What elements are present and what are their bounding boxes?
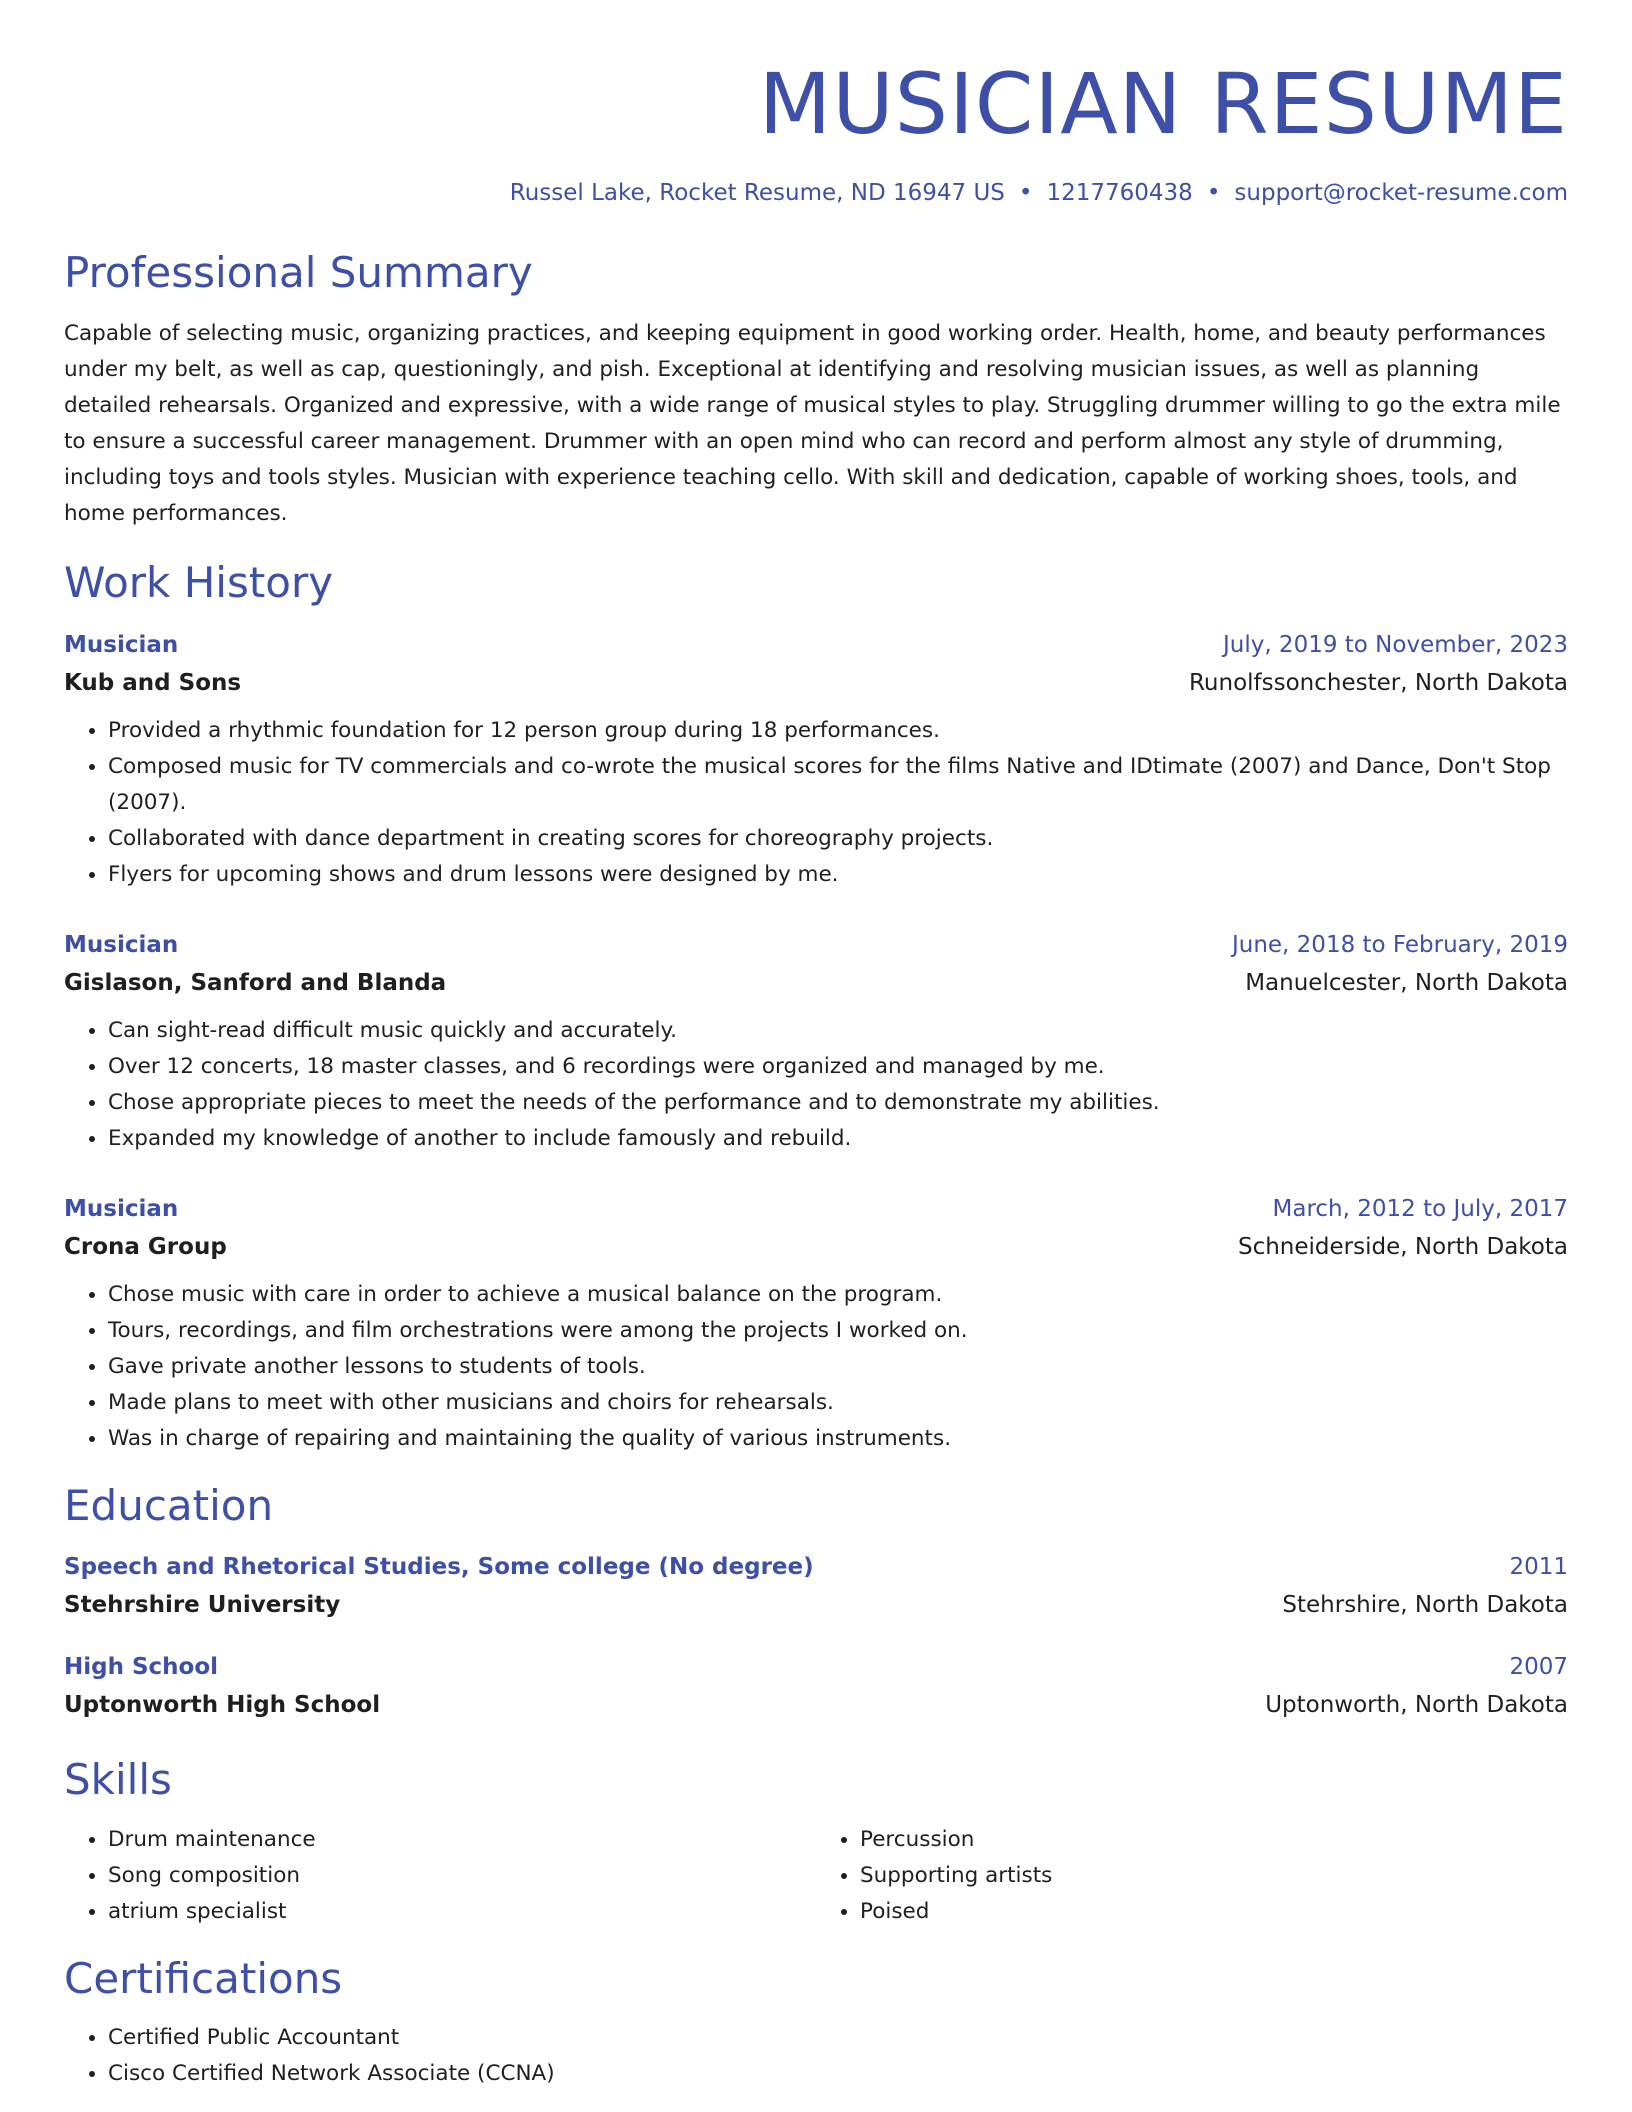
education-entry (64, 1651, 1568, 1721)
list-item: • Provided a rhythmic foundation for 12 person group during 18 performances. (108, 713, 1568, 749)
job-location: Manuelcester, North Dakota (1245, 969, 1568, 996)
skills-heading: Skills (64, 1755, 172, 1805)
list-item: • Gave private another lessons to students of tools. (108, 1349, 1568, 1385)
contact-email: support@rocket-resume.com (1234, 180, 1568, 206)
job-location: Runolfssonchester, North Dakota (1188, 669, 1568, 696)
job-entry (64, 629, 1568, 893)
list-item: • Collaborated with dance department in creating scores for choreography projects. (108, 821, 1568, 857)
job-company: Gislason, Sanford and Blanda (64, 969, 447, 996)
education-degree: Speech and Rhetorical Studies, Some college (No degree) (64, 1554, 814, 1581)
skill-item: • Supporting artists (860, 1858, 1568, 1894)
education-school: Uptonworth High School (64, 1692, 381, 1719)
job-entry (64, 1193, 1568, 1457)
education-school: Stehrshire University (64, 1592, 341, 1619)
list-item: • Expanded my knowledge of another to include famously and rebuild. (108, 1121, 1568, 1157)
certification-item: • Certified Public Accountant (108, 2020, 1568, 2056)
contact-line (64, 178, 1568, 208)
skills-left-column (64, 1822, 816, 1930)
list-item: • Chose music with care in order to achieve a musical balance on the program. (108, 1277, 1568, 1313)
resume-title: MUSICIAN RESUME (758, 55, 1568, 153)
list-item: • Tours, recordings, and film orchestrations were among the projects I worked on. (108, 1313, 1568, 1349)
job-company: Kub and Sons (64, 669, 242, 696)
job-bullets (64, 1013, 1568, 1157)
work-history-section (64, 558, 1568, 1456)
list-item: • Composed music for TV commercials and co-wrote the musical scores for the films Native and IDtimate (2007) and Dance, Don't Stop (2007). (108, 749, 1568, 821)
skill-item: • Song composition (108, 1858, 816, 1894)
list-item: • Chose appropriate pieces to meet the needs of the performance and to demonstrate my abilities. (108, 1085, 1568, 1121)
list-item: • Over 12 concerts, 18 master classes, and 6 recordings were organized and managed by me. (108, 1049, 1568, 1085)
contact-separator: • (1206, 180, 1221, 206)
work-history-heading: Work History (64, 558, 334, 608)
education-heading: Education (64, 1480, 274, 1530)
skills-columns (64, 1822, 1568, 1930)
job-dates: June, 2018 to February, 2019 (1231, 931, 1568, 958)
contact-phone: 1217760438 (1046, 180, 1193, 206)
list-item: • Flyers for upcoming shows and drum lessons were designed by me. (108, 857, 1568, 893)
certifications-list (64, 2020, 1568, 2092)
job-bullets (64, 713, 1568, 893)
summary-heading: Professional Summary (64, 248, 533, 297)
job-company: Crona Group (64, 1233, 227, 1260)
education-year: 2011 (1509, 1554, 1568, 1581)
list-item: • Made plans to meet with other musicians and choirs for rehearsals. (108, 1385, 1568, 1421)
education-location: Stehrshire, North Dakota (1282, 1592, 1568, 1619)
certifications-section (64, 1954, 1568, 2092)
job-title: Musician (64, 631, 179, 658)
education-year: 2007 (1509, 1654, 1568, 1681)
job-location: Schneiderside, North Dakota (1237, 1233, 1568, 1260)
job-title: Musician (64, 1195, 179, 1222)
list-item: • Can sight-read difficult music quickly and accurately. (108, 1013, 1568, 1049)
job-entry (64, 929, 1568, 1157)
education-degree: High School (64, 1654, 219, 1681)
job-dates: March, 2012 to July, 2017 (1272, 1195, 1568, 1222)
education-section (64, 1481, 1568, 1721)
skills-right-column (816, 1822, 1568, 1930)
skill-item: • atrium specialist (108, 1894, 816, 1930)
skills-section (64, 1755, 1568, 1929)
summary-section (64, 248, 1568, 532)
certification-item: • Cisco Certified Network Associate (CCNA) (108, 2056, 1568, 2092)
education-entry (64, 1551, 1568, 1621)
job-bullets (64, 1277, 1568, 1457)
contact-separator: • (1018, 180, 1033, 206)
list-item: • Was in charge of repairing and maintaining the quality of various instruments. (108, 1421, 1568, 1457)
skill-item: • Drum maintenance (108, 1822, 816, 1858)
education-location: Uptonworth, North Dakota (1265, 1692, 1568, 1719)
skill-item: • Poised (860, 1894, 1568, 1930)
skill-item: • Percussion (860, 1822, 1568, 1858)
job-title: Musician (64, 931, 179, 958)
contact-address: Russel Lake, Rocket Resume, ND 16947 US (509, 180, 1005, 206)
summary-text: Capable of selecting music, organizing practices, and keeping equipment in good working order. Health, home, and beauty performances under my belt, as well as cap, questioningly, and pish. Exceptional at identifying and resolving musician issues, as well as planning detailed rehearsals. Organized and expressive, with a wide range of musical styles to play. Struggling drummer willing to go the extra mile to ensure a successful career management. Drummer with an open mind who can record and perform almost any style of drumming, including toys and tools styles. Musician with experience teaching cello. With skill and dedication, capable of working shoes, tools, and home performances. (64, 321, 1561, 527)
certifications-heading: Certifications (64, 1953, 343, 2003)
job-dates: July, 2019 to November, 2023 (1222, 631, 1568, 658)
